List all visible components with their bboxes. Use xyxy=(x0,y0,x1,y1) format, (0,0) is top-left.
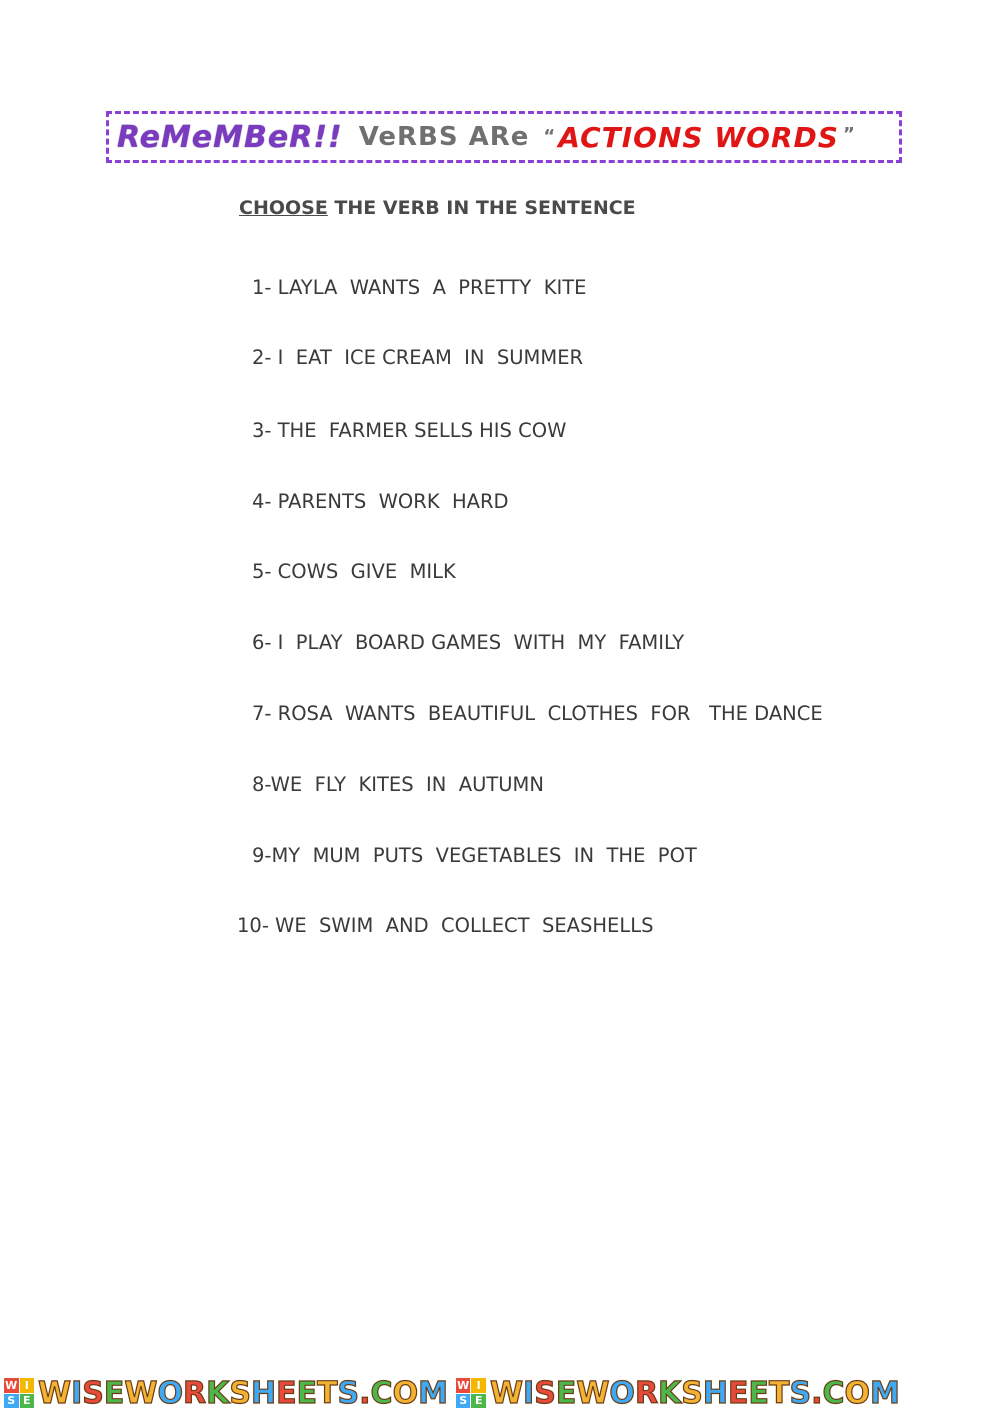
banner-close-quote: ” xyxy=(842,124,856,145)
sentence-item: 7- ROSA WANTS BEAUTIFUL CLOTHES FOR THE DANCE xyxy=(252,702,823,725)
sentence-item: 6- I PLAY BOARD GAMES WITH MY FAMILY xyxy=(252,631,685,654)
brand-letter: K xyxy=(658,1375,682,1411)
brand-letter: M xyxy=(418,1375,448,1411)
footer-brand-text xyxy=(490,1376,900,1411)
logo-letter: I xyxy=(471,1378,486,1393)
brand-letter: O xyxy=(609,1375,635,1411)
footer-logo-2 xyxy=(456,1376,900,1411)
brand-letter: H xyxy=(702,1375,729,1411)
brand-letter: . xyxy=(811,1375,823,1411)
brand-letter: . xyxy=(359,1375,371,1411)
brand-letter: T xyxy=(769,1375,790,1411)
logo-letter: W xyxy=(5,1378,18,1392)
brand-letter: C xyxy=(822,1375,845,1411)
brand-letter: S xyxy=(681,1375,703,1411)
brand-letter: M xyxy=(870,1375,900,1411)
sentence-item: 5- COWS GIVE MILK xyxy=(252,560,456,583)
sentence-item: 4- PARENTS WORK HARD xyxy=(252,490,509,513)
brand-letter: W xyxy=(124,1375,158,1411)
logo-letter: W xyxy=(457,1378,470,1392)
footer-logo-1 xyxy=(4,1376,448,1411)
brand-letter: E xyxy=(276,1375,297,1411)
sentence-item: 1- LAYLA WANTS A PRETTY KITE xyxy=(252,276,587,299)
wise-logo-icon xyxy=(456,1378,486,1408)
sentence-item: 10- WE SWIM AND COLLECT SEASHELLS xyxy=(237,914,654,937)
banner-remember: ReMeMBeR!! xyxy=(117,119,343,155)
banner-open-quote: “ xyxy=(543,126,557,147)
brand-letter: S xyxy=(229,1375,251,1411)
sentence-item: 3- THE FARMER SELLS HIS COW xyxy=(252,419,567,442)
brand-letter: C xyxy=(370,1375,393,1411)
brand-letter: I xyxy=(71,1375,83,1411)
logo-letter: E xyxy=(20,1394,35,1409)
brand-letter: I xyxy=(523,1375,535,1411)
instruction-choose: CHOOSE xyxy=(239,197,328,219)
brand-letter: E xyxy=(555,1375,577,1411)
sentence-item: 2- I EAT ICE CREAM IN SUMMER xyxy=(252,346,584,369)
brand-letter: K xyxy=(206,1375,230,1411)
brand-letter: E xyxy=(103,1375,125,1411)
brand-letter: S xyxy=(337,1375,360,1411)
banner-actions-words: ACTIONS WORDS xyxy=(558,120,839,154)
brand-letter: S xyxy=(82,1375,104,1411)
brand-letter: O xyxy=(392,1375,419,1411)
footer-watermark xyxy=(0,1374,1000,1412)
instruction-rest: THE VERB IN THE SENTENCE xyxy=(327,197,636,219)
brand-letter: H xyxy=(250,1375,277,1411)
brand-letter: R xyxy=(634,1375,659,1411)
brand-letter: E xyxy=(296,1375,318,1411)
sentence-item: 8-WE FLY KITES IN AUTUMN xyxy=(252,773,544,796)
brand-letter: S xyxy=(789,1375,812,1411)
logo-letter: S xyxy=(4,1394,19,1409)
brand-letter: W xyxy=(489,1375,524,1411)
logo-letter: E xyxy=(471,1394,486,1409)
logo-letter: S xyxy=(456,1394,471,1409)
brand-letter: W xyxy=(38,1375,72,1411)
brand-letter: O xyxy=(157,1375,183,1411)
sentence-item: 9-MY MUM PUTS VEGETABLES IN THE POT xyxy=(252,844,697,867)
brand-letter: O xyxy=(844,1375,871,1411)
brand-letter: W xyxy=(576,1375,610,1411)
footer-brand-text xyxy=(38,1376,448,1411)
brand-letter: T xyxy=(317,1375,338,1411)
logo-letter: I xyxy=(20,1378,35,1393)
brand-letter: S xyxy=(534,1375,556,1411)
brand-letter: E xyxy=(748,1375,770,1411)
wise-logo-icon xyxy=(4,1378,34,1408)
banner-verbs-are: VeRBS ARe xyxy=(358,122,530,152)
brand-letter: E xyxy=(728,1375,749,1411)
brand-letter: R xyxy=(182,1375,207,1411)
